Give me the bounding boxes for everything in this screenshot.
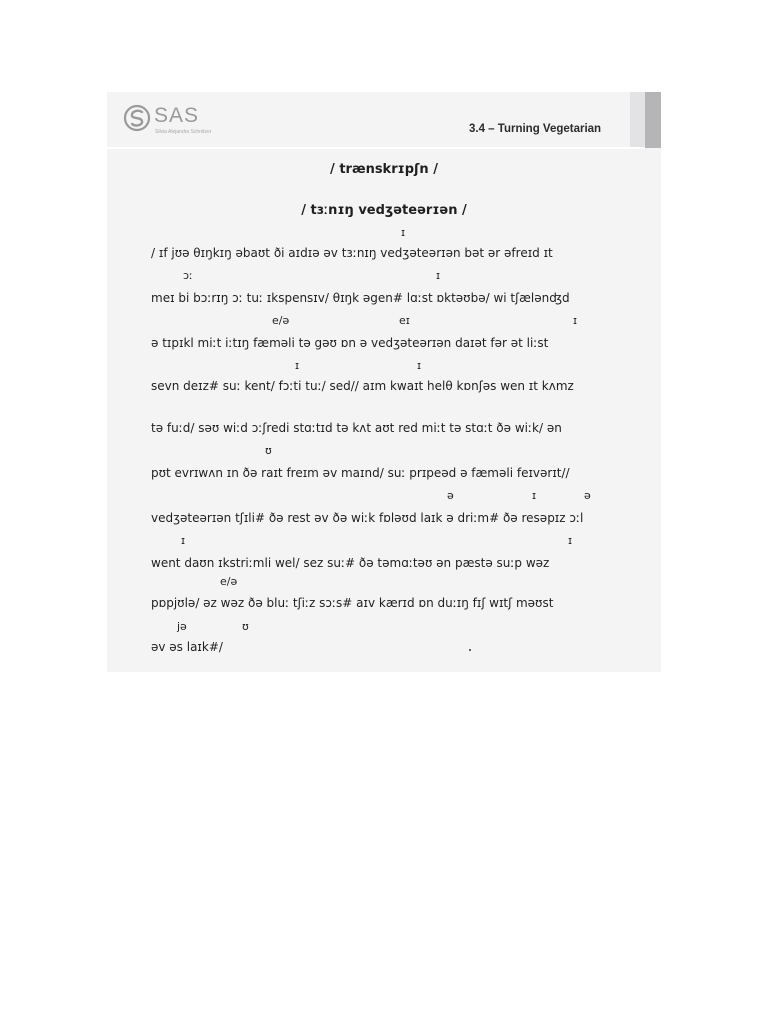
stress-annotation: ɪ — [417, 359, 422, 372]
header-divider — [107, 147, 645, 149]
stress-annotation: ɪ — [401, 226, 406, 239]
logo-text: SAS — [154, 104, 200, 127]
scan-edge — [645, 92, 661, 148]
stress-annotation: e/ə — [220, 575, 238, 588]
stress-annotation: ə — [584, 489, 591, 502]
transcription-heading: / trænskrɪpʃn / — [330, 162, 438, 177]
scanned-page — [107, 92, 661, 672]
stress-annotation: ɪ — [295, 359, 300, 372]
stress-annotation: ɪ — [181, 534, 186, 547]
stress-annotation: ɪ — [568, 534, 573, 547]
stress-annotation: ʊ — [265, 444, 272, 457]
scan-edge-shadow — [630, 92, 645, 148]
stress-annotation: eɪ — [399, 314, 410, 327]
stress-annotation: ɪ — [436, 269, 441, 282]
stress-annotation: e/ə — [272, 314, 290, 327]
scan-speck — [469, 649, 471, 651]
stress-annotation: ɪ — [532, 489, 537, 502]
stress-annotation: ə — [447, 489, 454, 502]
transcript-line: pʊt evrɪwʌn ɪn ðə raɪt freɪm əv maɪnd/ suː prɪpeəd ə fæməli feɪvərɪt// — [151, 466, 570, 480]
transcript-line: ə tɪpɪkl miːt iːtɪŋ fæməli tə gəʊ ɒn ə vedʒəteərɪən daɪət fər ət liːst — [151, 336, 549, 350]
transcript-line: sevn deɪz# suː kent/ fɔːti tuː/ sed// aɪm kwaɪt helθ kɒnʃəs wen ɪt kʌmz — [151, 379, 574, 393]
document-title: / tɜːnɪŋ vedʒəteərɪən / — [301, 203, 467, 218]
transcript-line: tə fuːd/ səʊ wiːd ɔːʃredi stɑːtɪd tə kʌt aʊt red miːt tə stɑːt ðə wiːk/ ən — [151, 421, 562, 435]
spiral-logo-icon — [123, 104, 151, 132]
stress-annotation: ʊ — [242, 620, 249, 633]
transcript-line: pɒpjʊlə/ əz wəz ðə bluː tʃiːz sɔːs# aɪv kærɪd ɒn duːɪŋ fɪʃ wɪtʃ məʊst — [151, 596, 554, 610]
transcript-line: əv əs laɪk#/ — [151, 640, 223, 654]
transcript-line: meɪ bi bɔːrɪŋ ɔː tuː ɪkspensɪv/ θɪŋk əgen# lɑːst ɒktəʊbə/ wi tʃælənʤd — [151, 291, 570, 305]
stress-annotation: ɪ — [573, 314, 578, 327]
transcript-line: vedʒəteərɪən tʃɪli# ðə rest əv ðə wiːk fɒləʊd laɪk ə driːm# ðə resəpɪz ɔːl — [151, 511, 584, 525]
transcript-line: / ɪf jʊə θɪŋkɪŋ əbaʊt ði aɪdɪə əv tɜːnɪŋ vedʒəteərɪən bət ər əfreɪd ɪt — [151, 246, 553, 260]
logo-subtitle: Silvia Alejandra Schnitzer — [155, 129, 212, 135]
transcript-line: went daʊn ɪkstriːmli wel/ sez suː# ðə təmɑːtəʊ ən pæstə suːp wəz — [151, 556, 550, 570]
sas-logo — [123, 102, 263, 142]
stress-annotation: jə — [177, 620, 187, 633]
stress-annotation: ɔː — [183, 269, 193, 282]
section-title: 3.4 – Turning Vegetarian — [469, 123, 602, 135]
